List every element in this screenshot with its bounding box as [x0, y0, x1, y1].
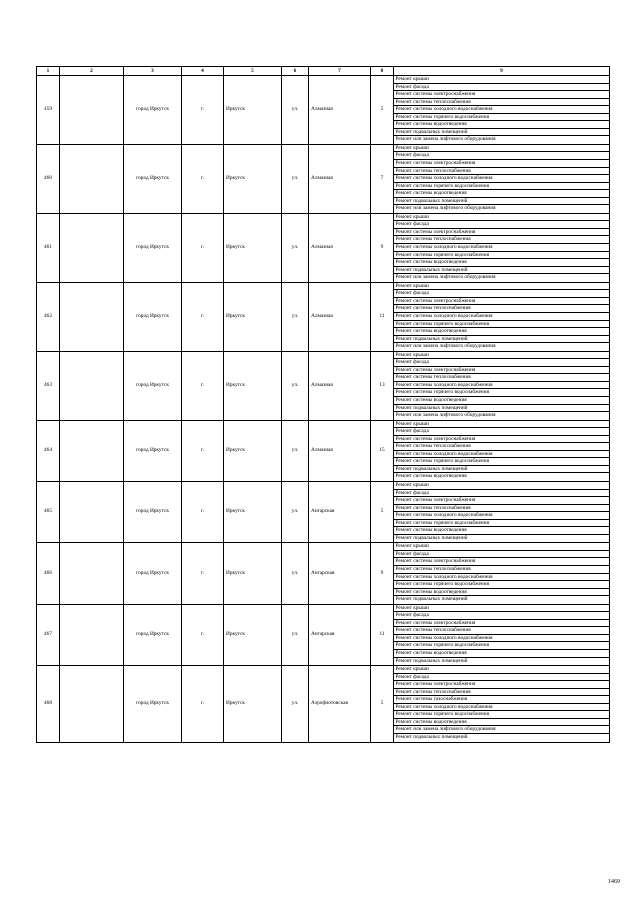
- work-item: Ремонт фасада: [394, 674, 609, 682]
- work-item: Ремонт подвальных помещений: [395, 534, 468, 541]
- works-list: [394, 144, 610, 213]
- work-item: Ремонт крыши: [394, 605, 609, 613]
- work-item: Ремонт системы теплоснабжения: [394, 168, 609, 176]
- settlement: Иркутск: [224, 76, 282, 145]
- work-item: Ремонт подвальных помещений: [394, 336, 609, 344]
- column-2-cell: [60, 144, 124, 213]
- work-item: Ремонт системы водоотведения: [394, 259, 609, 267]
- work-item: Ремонт системы теплоснабжения: [394, 236, 609, 244]
- work-item: Ремонт подвальных помещений: [394, 405, 609, 413]
- settlement-type: г.: [182, 543, 224, 604]
- work-item: Ремонт фасада: [394, 612, 609, 620]
- work-item: Ремонт фасада: [394, 359, 609, 367]
- work-item: Ремонт системы водоотведения: [394, 397, 609, 405]
- settlement-type: г.: [182, 666, 224, 742]
- table-row: [37, 282, 610, 351]
- page-number: 1469: [608, 879, 620, 885]
- work-item: Ремонт системы электроснабжения: [394, 160, 609, 168]
- works-list: [394, 213, 610, 282]
- work-item: Ремонт системы электроснабжения: [394, 91, 609, 99]
- house-number: 9: [371, 213, 394, 282]
- work-item: Ремонт системы горячего водоснабжения: [394, 458, 609, 466]
- street-name: Ангарская: [309, 604, 371, 665]
- settlement-type: г.: [182, 76, 224, 145]
- works-list: [394, 420, 610, 481]
- column-2-cell: [60, 213, 124, 282]
- work-item: Ремонт фасада: [394, 490, 609, 498]
- work-item: Ремонт фасада: [394, 84, 609, 92]
- column-2-cell: [60, 481, 124, 542]
- work-item: Ремонт крыши: [394, 482, 609, 490]
- work-item: Ремонт системы водоотведения: [394, 121, 609, 129]
- house-number: 5: [371, 666, 394, 742]
- settlement: Иркутск: [224, 213, 282, 282]
- street-type: ул.: [282, 420, 309, 481]
- work-item: Ремонт системы горячего водоснабжения: [394, 114, 609, 122]
- work-item: Ремонт системы холодного водоснабжения: [394, 512, 609, 520]
- work-item: Ремонт или замена лифтового оборудования: [395, 205, 496, 212]
- record-number: 468: [37, 666, 60, 742]
- record-number: 461: [37, 213, 60, 282]
- work-item: Ремонт подвальных помещений: [395, 596, 468, 603]
- column-2-cell: [60, 76, 124, 145]
- record-number: 464: [37, 420, 60, 481]
- work-item: Ремонт системы горячего водоснабжения: [394, 520, 609, 528]
- settlement: Иркутск: [224, 144, 282, 213]
- municipality: город Иркутск: [124, 666, 182, 742]
- street-type: ул.: [282, 282, 309, 351]
- work-item: Ремонт системы теплоснабжения: [394, 566, 609, 574]
- work-item: Ремонт системы теплоснабжения: [394, 627, 609, 635]
- settlement: Иркутск: [224, 481, 282, 542]
- work-item: Ремонт системы холодного водоснабжения: [394, 175, 609, 183]
- work-item: Ремонт системы горячего водоснабжения: [394, 183, 609, 191]
- column-header: 6: [282, 67, 309, 76]
- street-type: ул.: [282, 543, 309, 604]
- work-item: Ремонт фасада: [394, 221, 609, 229]
- work-item: Ремонт фасада: [394, 152, 609, 160]
- record-number: 462: [37, 282, 60, 351]
- work-item: Ремонт подвальных помещений: [395, 657, 468, 664]
- street-type: ул.: [282, 351, 309, 420]
- work-item: Ремонт системы горячего водоснабжения: [394, 642, 609, 650]
- work-item: Ремонт крыши: [394, 76, 609, 84]
- work-item: Ремонт системы холодного водоснабжения: [394, 574, 609, 582]
- work-item: Ремонт системы холодного водоснабжения: [394, 244, 609, 252]
- house-number: 7: [371, 144, 394, 213]
- column-header: 8: [371, 67, 394, 76]
- table-row: [37, 351, 610, 420]
- settlement: Иркутск: [224, 543, 282, 604]
- work-item: Ремонт фасада: [394, 428, 609, 436]
- works-list: [394, 666, 610, 742]
- work-item: Ремонт системы электроснабжения: [394, 558, 609, 566]
- work-item: Ремонт или замена лифтового оборудования: [395, 136, 496, 143]
- work-item: Ремонт подвальных помещений: [394, 466, 609, 474]
- work-item: Ремонт подвальных помещений: [394, 129, 609, 137]
- record-number: 463: [37, 351, 60, 420]
- work-item: Ремонт крыши: [394, 543, 609, 551]
- street-name: Аэрофлотовская: [309, 666, 371, 742]
- settlement: Иркутск: [224, 282, 282, 351]
- work-item: Ремонт или замена лифтового оборудования: [395, 274, 496, 281]
- work-item: Ремонт крыши: [394, 352, 609, 360]
- work-item: Ремонт системы водоотведения: [394, 650, 609, 658]
- work-item: Ремонт подвальных помещений: [395, 734, 468, 741]
- work-item: Ремонт системы теплоснабжения: [394, 689, 609, 697]
- municipality: город Иркутск: [124, 604, 182, 665]
- work-item: Ремонт крыши: [394, 421, 609, 429]
- work-item: Ремонт системы газоснабжения: [394, 696, 609, 704]
- work-item: Ремонт системы водоотведения: [394, 527, 609, 535]
- street-name: Алмазная: [309, 144, 371, 213]
- column-2-cell: [60, 282, 124, 351]
- header-row: [37, 67, 610, 76]
- record-number: 459: [37, 76, 60, 145]
- column-header: 9: [394, 67, 610, 76]
- repair-program-table: [36, 66, 610, 743]
- municipality: город Иркутск: [124, 420, 182, 481]
- work-item: Ремонт системы водоотведения: [394, 719, 609, 727]
- settlement: Иркутск: [224, 604, 282, 665]
- works-list: [394, 282, 610, 351]
- house-number: 11: [371, 604, 394, 665]
- work-item: Ремонт системы холодного водоснабжения: [394, 704, 609, 712]
- street-type: ул.: [282, 144, 309, 213]
- municipality: город Иркутск: [124, 543, 182, 604]
- municipality: город Иркутск: [124, 144, 182, 213]
- column-header: 2: [60, 67, 124, 76]
- house-number: 11: [371, 282, 394, 351]
- house-number: 5: [371, 481, 394, 542]
- works-list: [394, 76, 610, 145]
- work-item: Ремонт системы водоотведения: [394, 328, 609, 336]
- work-item: Ремонт системы холодного водоснабжения: [394, 451, 609, 459]
- work-item: Ремонт или замена лифтового оборудования: [395, 343, 496, 350]
- table-row: [37, 76, 610, 145]
- work-item: Ремонт системы водоотведения: [394, 190, 609, 198]
- settlement-type: г.: [182, 282, 224, 351]
- street-name: Ангарская: [309, 481, 371, 542]
- work-item: Ремонт крыши: [394, 214, 609, 222]
- municipality: город Иркутск: [124, 213, 182, 282]
- settlement: Иркутск: [224, 351, 282, 420]
- street-type: ул.: [282, 481, 309, 542]
- column-2-cell: [60, 543, 124, 604]
- work-item: Ремонт системы электроснабжения: [394, 436, 609, 444]
- municipality: город Иркутск: [124, 481, 182, 542]
- work-item: Ремонт системы холодного водоснабжения: [394, 106, 609, 114]
- column-2-cell: [60, 604, 124, 665]
- work-item: Ремонт системы электроснабжения: [394, 298, 609, 306]
- work-item: Ремонт системы холодного водоснабжения: [394, 635, 609, 643]
- work-item: Ремонт системы горячего водоснабжения: [394, 252, 609, 260]
- municipality: город Иркутск: [124, 76, 182, 145]
- record-number: 460: [37, 144, 60, 213]
- works-list: [394, 481, 610, 542]
- work-item: Ремонт системы горячего водоснабжения: [394, 321, 609, 329]
- settlement-type: г.: [182, 420, 224, 481]
- table-row: [37, 543, 610, 604]
- work-item: Ремонт системы холодного водоснабжения: [394, 382, 609, 390]
- works-list: [394, 351, 610, 420]
- works-list: [394, 604, 610, 665]
- work-item: Ремонт системы теплоснабжения: [394, 374, 609, 382]
- work-item: Ремонт системы теплоснабжения: [394, 505, 609, 513]
- column-2-cell: [60, 666, 124, 742]
- work-item: Ремонт или замена лифтового оборудования: [394, 726, 609, 734]
- settlement-type: г.: [182, 213, 224, 282]
- table-row: [37, 604, 610, 665]
- house-number: 9: [371, 543, 394, 604]
- work-item: Ремонт или замена лифтового оборудования: [395, 412, 496, 419]
- settlement: Иркутск: [224, 666, 282, 742]
- work-item: Ремонт системы электроснабжения: [394, 497, 609, 505]
- work-item: Ремонт системы электроснабжения: [394, 367, 609, 375]
- column-header: 7: [309, 67, 371, 76]
- street-type: ул.: [282, 76, 309, 145]
- record-number: 465: [37, 481, 60, 542]
- table-row: [37, 420, 610, 481]
- municipality: город Иркутск: [124, 351, 182, 420]
- house-number: 13: [371, 351, 394, 420]
- work-item: Ремонт крыши: [394, 145, 609, 153]
- column-header: 1: [37, 67, 60, 76]
- work-item: Ремонт системы теплоснабжения: [394, 99, 609, 107]
- record-number: 466: [37, 543, 60, 604]
- municipality: город Иркутск: [124, 282, 182, 351]
- work-item: Ремонт системы теплоснабжения: [394, 443, 609, 451]
- settlement-type: г.: [182, 604, 224, 665]
- street-name: Алмазная: [309, 76, 371, 145]
- work-item: Ремонт системы электроснабжения: [394, 620, 609, 628]
- street-name: Алмазная: [309, 420, 371, 481]
- works-list: [394, 543, 610, 604]
- column-2-cell: [60, 420, 124, 481]
- work-item: Ремонт системы холодного водоснабжения: [394, 313, 609, 321]
- column-header: 5: [224, 67, 282, 76]
- street-name: Алмазная: [309, 282, 371, 351]
- house-number: 5: [371, 76, 394, 145]
- work-item: Ремонт фасада: [394, 551, 609, 559]
- work-item: Ремонт системы теплоснабжения: [394, 305, 609, 313]
- work-item: Ремонт системы водоотведения: [395, 473, 467, 480]
- column-header: 4: [182, 67, 224, 76]
- settlement: Иркутск: [224, 420, 282, 481]
- column-2-cell: [60, 351, 124, 420]
- column-header: 3: [124, 67, 182, 76]
- work-item: Ремонт системы водоотведения: [394, 589, 609, 597]
- table-row: [37, 144, 610, 213]
- table-row: [37, 666, 610, 742]
- work-item: Ремонт фасада: [394, 290, 609, 298]
- street-type: ул.: [282, 666, 309, 742]
- settlement-type: г.: [182, 481, 224, 542]
- work-item: Ремонт крыши: [394, 666, 609, 674]
- table-row: [37, 213, 610, 282]
- work-item: Ремонт подвальных помещений: [394, 267, 609, 275]
- street-type: ул.: [282, 604, 309, 665]
- work-item: Ремонт системы горячего водоснабжения: [394, 581, 609, 589]
- street-name: Алмазная: [309, 213, 371, 282]
- work-item: Ремонт системы электроснабжения: [394, 229, 609, 237]
- street-name: Ангарская: [309, 543, 371, 604]
- street-type: ул.: [282, 213, 309, 282]
- house-number: 15: [371, 420, 394, 481]
- street-name: Алмазная: [309, 351, 371, 420]
- work-item: Ремонт системы горячего водоснабжения: [394, 711, 609, 719]
- record-number: 467: [37, 604, 60, 665]
- work-item: Ремонт системы горячего водоснабжения: [394, 389, 609, 397]
- settlement-type: г.: [182, 144, 224, 213]
- work-item: Ремонт системы электроснабжения: [394, 681, 609, 689]
- table-row: [37, 481, 610, 542]
- work-item: Ремонт подвальных помещений: [394, 198, 609, 206]
- settlement-type: г.: [182, 351, 224, 420]
- work-item: Ремонт крыши: [394, 283, 609, 291]
